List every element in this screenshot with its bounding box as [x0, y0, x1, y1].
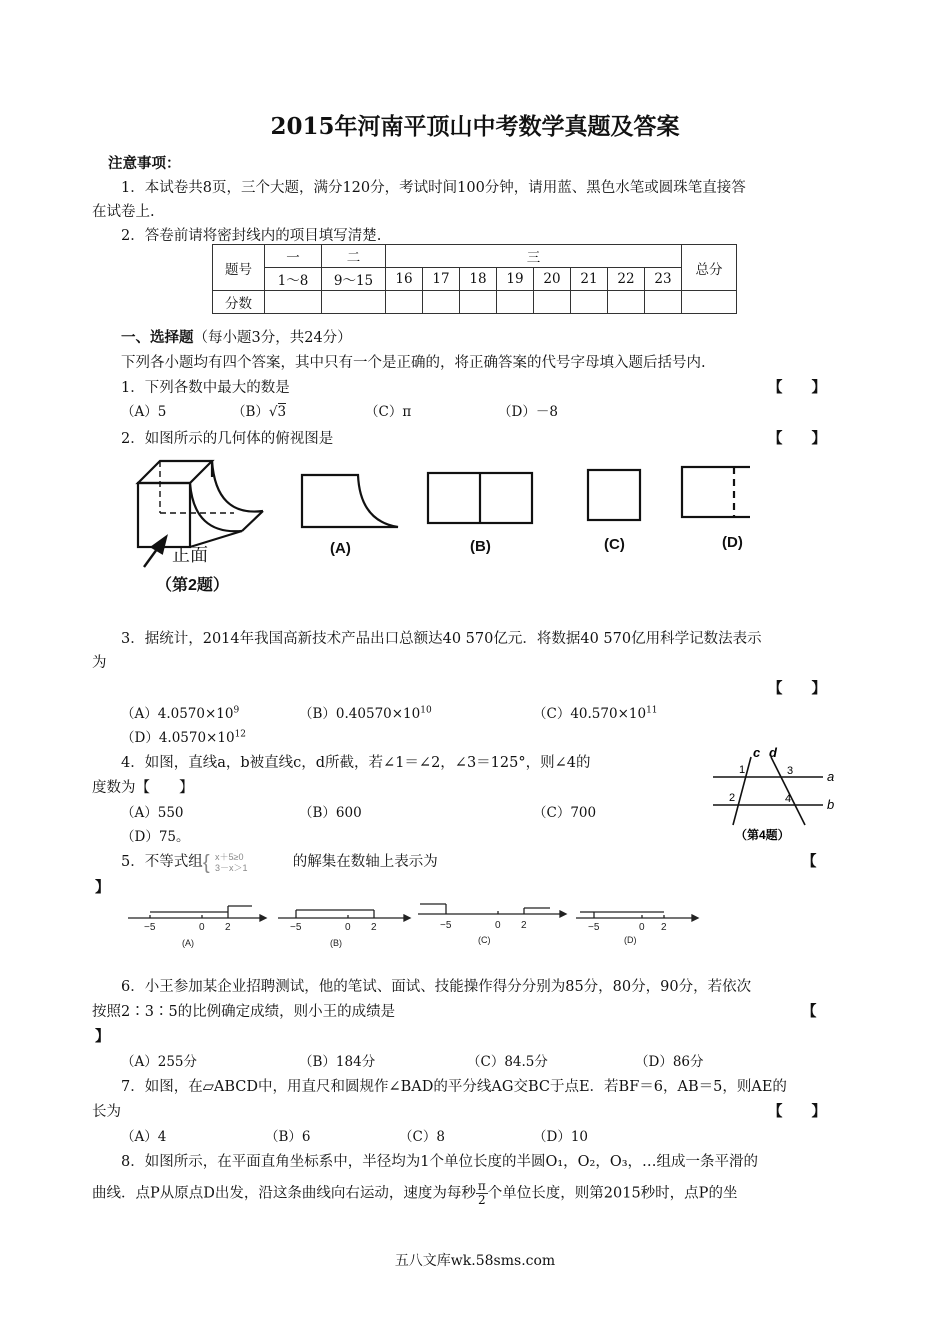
- q4-caption: （第4题）: [735, 828, 790, 842]
- q5-system-line-1: x＋5≥0: [214, 852, 244, 862]
- q2-stem: 2．如图所示的几何体的俯视图是: [121, 431, 334, 447]
- q6-stem-line-2: 按照2∶3∶5的比例确定成绩，则小王的成绩是: [92, 1004, 396, 1020]
- q2-option-a-label: (A): [330, 540, 351, 557]
- q4-line-d: d: [769, 745, 777, 760]
- score-table-number: 17: [423, 268, 460, 291]
- q3-option-c-base: （C）40.570×10: [533, 706, 647, 722]
- tick-0: 0: [199, 922, 205, 933]
- q6-option-d: （D）86分: [635, 1054, 704, 1070]
- q4-option-b: （B）600: [299, 805, 362, 821]
- q5-stem: [121, 850, 438, 873]
- q6-option-c: （C）84.5分: [467, 1054, 548, 1070]
- q3-option-a: [121, 702, 239, 722]
- q1-option-d: （D）－8: [498, 404, 558, 420]
- tick-minus-5: −5: [440, 920, 452, 931]
- score-table-range-2: 9～15: [322, 268, 386, 291]
- q4-option-d: （D）75。: [121, 829, 190, 845]
- q1-option-c: （C）π: [365, 404, 412, 420]
- score-cell: [645, 291, 682, 314]
- q4-angle-4: 4: [785, 793, 792, 805]
- tick-0: 0: [639, 922, 645, 933]
- q8-stem-line-1: 8．如图所示，在平面直角坐标系中，半径均为1个单位长度的半圆O₁，O₂，O₃，…组成一条平滑的: [121, 1154, 759, 1170]
- q2-option-c-label: (C): [604, 536, 625, 553]
- notice-item-1-line-2: 在试卷上.: [92, 204, 155, 220]
- option-a-view: [302, 475, 398, 527]
- q4-option-c: （C）700: [533, 805, 597, 821]
- section-1-note: （每小题3分，共24分）: [193, 330, 352, 346]
- q4-stem-line-2: 度数为【 】: [92, 780, 194, 796]
- front-label: 正面: [172, 545, 208, 565]
- number-line-d: [576, 912, 698, 921]
- q5-bracket-close: 】: [95, 880, 110, 896]
- q4-figure: [705, 745, 845, 845]
- q5-option-d-label: (D): [624, 935, 637, 945]
- front-arrow: [144, 537, 166, 567]
- q3-option-d-base: （D）4.0570×10: [121, 730, 235, 746]
- solid-figure: [138, 461, 263, 547]
- score-table-group-3: 三: [386, 245, 682, 268]
- q3-option-c: [533, 702, 658, 722]
- q3-stem-line-1: 3．据统计，2014年我国高新技术产品出口总额达40 570亿元．将数据40 570亿用科学记数法表示: [121, 631, 762, 647]
- q7-option-a: （A）4: [121, 1129, 167, 1145]
- score-table-group-1: 一: [265, 245, 322, 268]
- tick-0: 0: [345, 922, 351, 933]
- q2-caption: （第2题）: [156, 577, 229, 594]
- score-cell: [534, 291, 571, 314]
- q1-answer-bracket: 【 】: [768, 380, 826, 396]
- q5-option-c-label: (C): [478, 935, 491, 945]
- option-b-view: [428, 473, 532, 523]
- score-table-number: 23: [645, 268, 682, 291]
- score-table-range-1: 1～8: [265, 268, 322, 291]
- score-cell: [265, 291, 322, 314]
- q4-stem-line-1: 4．如图，直线a，b被直线c，d所截，若∠1＝∠2，∠3＝125°，则∠4的: [121, 755, 591, 771]
- section-1-heading: 一、选择题: [121, 329, 194, 346]
- q3-option-d: [121, 726, 246, 746]
- q2-answer-bracket: 【 】: [768, 431, 826, 447]
- score-table-number: 19: [497, 268, 534, 291]
- fraction-numerator: π: [477, 1179, 486, 1193]
- q7-option-d: （D）10: [533, 1129, 589, 1145]
- inequality-system: [203, 851, 293, 873]
- section-1-instruction: 下列各小题均有四个答案，其中只有一个是正确的，将正确答案的代号字母填入题后括号内.: [121, 355, 706, 371]
- notice-item-2: 2．答卷前请将密封线内的项目填写清楚.: [121, 228, 382, 244]
- q5-option-b-label: (B): [330, 938, 342, 948]
- q1-option-b: [232, 400, 286, 420]
- notice-item-1-line-1: 1．本试卷共8页，三个大题，满分120分，考试时间100分钟，请用蓝、黑色水笔或圆珠笔直接答: [121, 180, 746, 196]
- tick-2: 2: [371, 922, 377, 933]
- q7-answer-bracket: 【 】: [768, 1104, 826, 1120]
- section-1-header: [121, 326, 352, 347]
- score-cell: [497, 291, 534, 314]
- footer-watermark: 五八文库wk.58sms.com: [394, 1253, 556, 1269]
- number-line-a: [128, 906, 266, 921]
- q4-angle-2: 2: [729, 792, 736, 804]
- score-table-total: 总分: [682, 245, 737, 291]
- score-cell: [608, 291, 645, 314]
- score-cell: [322, 291, 386, 314]
- q7-stem-line-1: 7．如图，在▱ABCD中，用直尺和圆规作∠BAD的平分线AG交BC于点E．若BF＝6，AB＝5，则AE的: [121, 1079, 787, 1095]
- q3-option-d-exp: 12: [234, 729, 247, 740]
- q3-option-a-base: （A）4.0570×10: [121, 706, 234, 722]
- q3-answer-bracket: 【 】: [768, 681, 826, 697]
- tick-minus-5: −5: [588, 922, 600, 933]
- sqrt-symbol: √: [268, 404, 278, 420]
- score-cell: [460, 291, 497, 314]
- q6-option-b: （B）184分: [299, 1054, 376, 1070]
- brace-symbol: {: [202, 852, 210, 873]
- tick-0: 0: [495, 920, 501, 931]
- q6-option-a: （A）255分: [121, 1054, 198, 1070]
- q2-option-d-label: (D): [722, 534, 743, 551]
- tick-minus-5: −5: [144, 922, 156, 933]
- score-table-label-question: 题号: [213, 245, 265, 291]
- option-d-view: [682, 467, 750, 517]
- q4-line-c: c: [753, 745, 761, 760]
- q5-stem-post: 的解集在数轴上表示为: [292, 854, 438, 870]
- q3-stem-line-2: 为: [92, 655, 107, 671]
- score-cell: [682, 291, 737, 314]
- q1-option-a: （A）5: [121, 404, 167, 420]
- score-table-number: 21: [571, 268, 608, 291]
- q4-line-a: a: [827, 769, 835, 784]
- tick-minus-5: −5: [290, 922, 302, 933]
- q5-stem-pre: 5．不等式组: [121, 854, 203, 870]
- q2-option-b-label: (B): [470, 538, 491, 555]
- q8-stem-line-2-post: 个单位长度，则第2015秒时，点P的坐: [487, 1185, 738, 1202]
- score-table-number: 22: [608, 268, 645, 291]
- q1-stem: 1．下列各数中最大的数是: [121, 380, 290, 396]
- q2-figure: [130, 455, 750, 603]
- q6-stem-line-1: 6．小王参加某企业招聘测试，他的笔试、面试、技能操作得分分别为85分，80分，90分，若依次: [121, 979, 752, 995]
- q6-bracket-close: 】: [95, 1029, 110, 1045]
- q5-bracket-open: 【: [802, 854, 817, 870]
- q1-option-b-radicand: 3: [277, 404, 287, 420]
- fraction-denominator: 2: [478, 1193, 486, 1207]
- score-table-number: 16: [386, 268, 423, 291]
- q3-option-b: [299, 702, 432, 722]
- q7-option-c: （C）8: [399, 1129, 445, 1145]
- tick-2: 2: [661, 922, 667, 933]
- score-table-number: 20: [534, 268, 571, 291]
- q6-bracket-open: 【: [802, 1004, 817, 1020]
- q8-stem-line-2: [92, 1180, 737, 1207]
- q4-option-a: （A）550: [121, 805, 184, 821]
- option-c-view: [588, 470, 640, 520]
- notice-heading: 注意事项：: [108, 155, 181, 172]
- pi-over-2-fraction: [476, 1180, 488, 1207]
- score-cell: [423, 291, 460, 314]
- q4-angle-1: 1: [739, 764, 746, 776]
- q3-option-c-exp: 11: [646, 705, 658, 716]
- q5-option-a-label: (A): [182, 938, 194, 948]
- score-table: [212, 244, 737, 314]
- score-table-group-2: 二: [322, 245, 386, 268]
- q7-option-b: （B）6: [265, 1129, 311, 1145]
- q4-line-b: b: [827, 797, 835, 812]
- number-line-b: [278, 910, 410, 921]
- q4-angle-3: 3: [787, 765, 794, 777]
- q8-stem-line-2-pre: 曲线．点P从原点D出发，沿这条曲线向右运动，速度为每秒: [92, 1185, 476, 1202]
- q3-option-b-exp: 10: [420, 705, 432, 716]
- q7-stem-line-2: 长为: [92, 1104, 121, 1120]
- page-title: 2015年河南平顶山中考数学真题及答案: [270, 113, 680, 140]
- q1-option-b-label: （B）: [232, 404, 269, 420]
- score-table-label-score: 分数: [213, 291, 265, 314]
- score-cell: [386, 291, 423, 314]
- tick-2: 2: [225, 922, 231, 933]
- score-table-number: 18: [460, 268, 497, 291]
- number-line-c: [418, 904, 566, 917]
- q3-option-b-base: （B）0.40570×10: [299, 706, 421, 722]
- score-cell: [571, 291, 608, 314]
- q5-number-lines: [120, 898, 710, 950]
- tick-2: 2: [521, 920, 527, 931]
- q5-system-line-2: 3－x＞1: [214, 863, 248, 873]
- q3-option-a-exp: 9: [233, 705, 240, 716]
